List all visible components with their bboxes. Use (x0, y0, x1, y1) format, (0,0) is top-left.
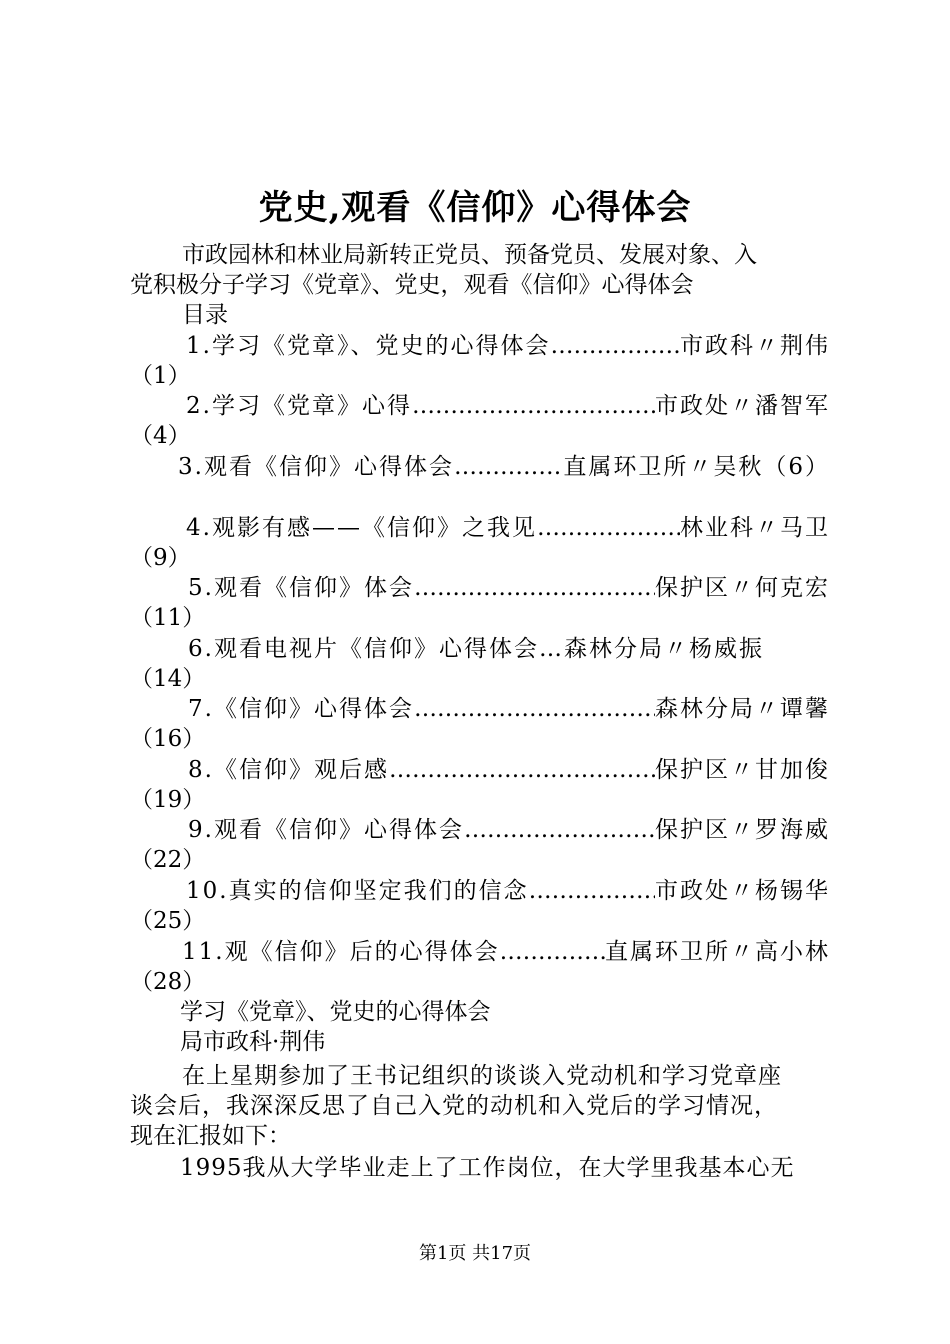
toc-entry-page: （25） (130, 908, 206, 934)
toc-entry-author: 市政处〃杨锡华 (655, 878, 830, 904)
toc-entry-number: 9. (188, 817, 214, 843)
body-paragraph-line: 在上星期参加了王书记组织的谈谈入党动机和学习党章座 (182, 1063, 782, 1089)
toc-entry-title: 观《信仰》后的心得体会 (224, 939, 500, 965)
toc-entry-page: （11） (130, 605, 206, 631)
toc-entry[interactable] (186, 331, 830, 361)
toc-entry[interactable] (188, 573, 830, 603)
toc-leader-dots (529, 876, 655, 906)
toc-leader-dots (389, 755, 655, 785)
toc-entry-title: 学习《党章》、党史的心得体会 (211, 333, 551, 359)
toc-entry-number: 3. (178, 454, 204, 480)
body-paragraph-line: 1995我从大学毕业走上了工作岗位，在大学里我基本心无 (180, 1155, 795, 1181)
toc-entry-author: 森林分局〃谭馨 (655, 696, 830, 722)
toc-leader-dots (464, 815, 655, 845)
toc-entry-number: 8. (188, 757, 214, 783)
toc-entry-author: 林业科〃马卫 (680, 515, 830, 541)
toc-entry-author: 市政科〃荆伟 (680, 333, 830, 359)
intro-line-2: 党积极分子学习《党章》、党史，观看《信仰》心得体会 (130, 272, 694, 298)
body-paragraph-line: 现在汇报如下： (130, 1123, 291, 1149)
toc-entry-author: 直属环卫所〃吴秋（6） (563, 454, 830, 480)
toc-leader-dots (537, 513, 680, 543)
toc-entry-number: 7. (188, 696, 214, 722)
toc-entry-number: 6. (188, 636, 214, 662)
toc-leader-dots (414, 694, 655, 724)
toc-leader-dots (454, 452, 563, 482)
toc-entry-title: 《信仰》心得体会 (213, 696, 414, 722)
toc-entry-number: 5. (188, 575, 214, 601)
section-author: 局市政科·荆伟 (180, 1029, 326, 1055)
toc-entry-number: 4. (186, 515, 212, 541)
toc-entry[interactable] (186, 391, 830, 421)
toc-entry-page: （14） (130, 666, 206, 692)
toc-entry[interactable] (188, 634, 830, 664)
toc-entry[interactable] (186, 513, 830, 543)
toc-entry-number: 2. (186, 393, 212, 419)
toc-entry[interactable] (186, 876, 830, 906)
toc-entry[interactable] (178, 452, 830, 482)
body-paragraph-line: 谈会后，我深深反思了自己入党的动机和入党后的学习情况， (130, 1093, 778, 1119)
toc-entry-author: 森林分局〃杨威振 (563, 636, 764, 662)
toc-entry[interactable] (182, 937, 830, 967)
toc-entry-title: 观看《信仰》心得体会 (213, 817, 464, 843)
toc-entry-page: （4） (130, 423, 191, 449)
toc-entry-author: 保护区〃何克宏 (655, 575, 830, 601)
toc-heading: 目录 (182, 302, 228, 328)
document-title: 党史,观看《信仰》心得体会 (258, 188, 692, 228)
section-title: 学习《党章》、党史的心得体会 (180, 999, 491, 1025)
toc-entry-page: （1） (130, 363, 191, 389)
page-footer: 第1页 共17页 (418, 1243, 532, 1264)
toc-entry-title: 观看《信仰》心得体会 (203, 454, 454, 480)
toc-entry-number: 11. (182, 939, 225, 965)
toc-leader-dots (550, 331, 680, 361)
toc-leader-dots (414, 573, 655, 603)
toc-entry-page: （9） (130, 545, 191, 571)
toc-entry-title: 观影有感——《信仰》之我见 (211, 515, 537, 541)
toc-entry-number: 10. (186, 878, 229, 904)
toc-entry-title: 观看电视片《信仰》心得体会… (213, 636, 564, 662)
toc-entry-page: （22） (130, 847, 206, 873)
toc-entry-title: 观看《信仰》体会 (213, 575, 414, 601)
toc-entry[interactable] (188, 694, 830, 724)
toc-entry-page: （28） (130, 969, 206, 995)
toc-entry[interactable] (188, 815, 830, 845)
toc-entry-author: 市政处〃潘智军 (655, 393, 830, 419)
toc-entry-author: 保护区〃甘加俊 (655, 757, 830, 783)
toc-leader-dots (500, 937, 605, 967)
toc-leader-dots (412, 391, 655, 421)
toc-entry-number: 1. (186, 333, 212, 359)
toc-entry-page: （19） (130, 787, 206, 813)
toc-entry-page: （16） (130, 726, 206, 752)
intro-line-1: 市政园林和林业局新转正党员、预备党员、发展对象、入 (182, 242, 757, 268)
toc-entry-title: 《信仰》观后感 (213, 757, 389, 783)
toc-entry-author: 直属环卫所〃高小林 (605, 939, 830, 965)
toc-entry-author: 保护区〃罗海威 (655, 817, 830, 843)
toc-entry-title: 真实的信仰坚定我们的信念 (228, 878, 529, 904)
toc-entry[interactable] (188, 755, 830, 785)
toc-entry-title: 学习《党章》心得 (211, 393, 412, 419)
